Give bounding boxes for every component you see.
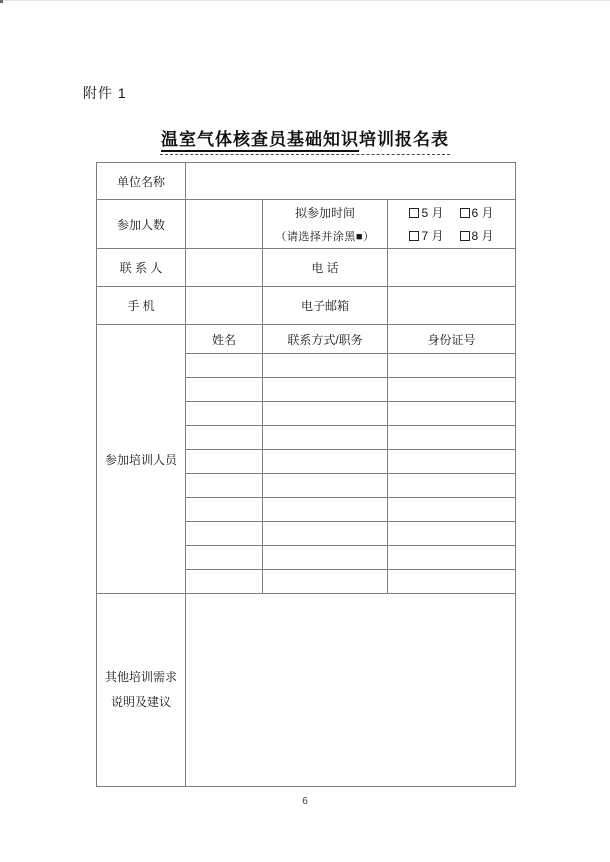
month-option-label: 5 月 (421, 205, 444, 220)
roster-empty-cell (263, 570, 388, 594)
roster-empty-cell (388, 474, 516, 498)
roster-empty-cell (186, 474, 263, 498)
month-option-may (409, 206, 443, 220)
unit-name-value-cell (186, 163, 516, 200)
month-option-august (460, 229, 494, 243)
roster-empty-cell (263, 498, 388, 522)
roster-empty-cell (388, 546, 516, 570)
other-needs-label (97, 594, 186, 787)
roster-empty-cell (388, 570, 516, 594)
roster-empty-cell (186, 402, 263, 426)
row-other-needs (97, 594, 516, 787)
roster-empty-cell (388, 378, 516, 402)
contact-person-label: 联 系 人 (97, 249, 186, 287)
month-option-label: 6 月 (471, 205, 494, 220)
page-top-edge (0, 0, 610, 1)
roster-empty-cell (186, 378, 263, 402)
roster-empty-cell (263, 474, 388, 498)
roster-empty-cell (263, 378, 388, 402)
roster-empty-cell (388, 354, 516, 378)
unit-name-label: 单位名称 (97, 163, 186, 200)
planned-time-label: 拟参加时间 (294, 206, 355, 220)
participant-count-value-cell (186, 200, 263, 249)
checkbox-icon (409, 208, 419, 218)
planned-time-note: （请选择并涂黑■） (275, 231, 375, 243)
attachment-label: 附件 1 (83, 85, 127, 101)
row-unit-name (97, 163, 516, 200)
participant-count-label: 参加人数 (97, 200, 186, 249)
registration-form-table (96, 162, 516, 787)
email-value-cell (388, 287, 516, 325)
other-needs-label-line1: 其他培训需求 (104, 670, 177, 684)
page-number: 6 (302, 796, 308, 807)
month-options-line-2 (388, 229, 515, 243)
scan-corner-artifact (0, 0, 3, 3)
contact-person-value-cell (186, 249, 263, 287)
roster-empty-cell (186, 354, 263, 378)
roster-empty-cell (263, 546, 388, 570)
roster-header-name: 姓名 (186, 325, 263, 354)
phone-label: 电 话 (263, 249, 388, 287)
email-label: 电子邮箱 (263, 287, 388, 325)
roster-empty-cell (186, 546, 263, 570)
row-roster-header (97, 325, 516, 354)
row-mobile-email (97, 287, 516, 325)
checkbox-icon (460, 231, 470, 241)
roster-header-id-number: 身份证号 (388, 325, 516, 354)
roster-empty-cell (186, 570, 263, 594)
roster-empty-cell (388, 450, 516, 474)
roster-empty-cell (186, 522, 263, 546)
roster-empty-cell (388, 498, 516, 522)
roster-empty-cell (263, 354, 388, 378)
roster-empty-cell (263, 402, 388, 426)
month-option-july (409, 229, 443, 243)
checkbox-icon (409, 231, 419, 241)
other-needs-value-cell (186, 594, 516, 787)
other-needs-label-line2: 说明及建议 (110, 695, 171, 709)
roster-empty-cell (186, 450, 263, 474)
roster-empty-cell (263, 450, 388, 474)
roster-empty-cell (186, 498, 263, 522)
other-needs-label-text (97, 665, 185, 715)
mobile-value-cell (186, 287, 263, 325)
roster-header-contact-position: 联系方式/职务 (263, 325, 388, 354)
roster-empty-cell (263, 522, 388, 546)
month-option-june (460, 206, 494, 220)
page-title-text (160, 125, 450, 155)
month-option-label: 8 月 (471, 228, 494, 243)
roster-empty-cell (388, 522, 516, 546)
month-option-label: 7 月 (421, 228, 444, 243)
month-options-cell (388, 200, 516, 249)
mobile-label: 手 机 (97, 287, 186, 325)
checkbox-icon (460, 208, 470, 218)
phone-value-cell (388, 249, 516, 287)
roster-empty-cell (388, 402, 516, 426)
trainees-section-label: 参加培训人员 (97, 325, 186, 594)
roster-empty-cell (263, 426, 388, 450)
planned-time-label-cell (263, 200, 388, 249)
page-title (0, 125, 610, 155)
row-participant-count (97, 200, 516, 249)
roster-empty-cell (388, 426, 516, 450)
page-title-underlined-part: 温室气体核查员基础知识 (161, 130, 359, 152)
month-options-line-1 (388, 206, 515, 220)
roster-empty-cell (186, 426, 263, 450)
row-contact-person (97, 249, 516, 287)
page-title-plain-part: 培训报名表 (359, 130, 449, 149)
